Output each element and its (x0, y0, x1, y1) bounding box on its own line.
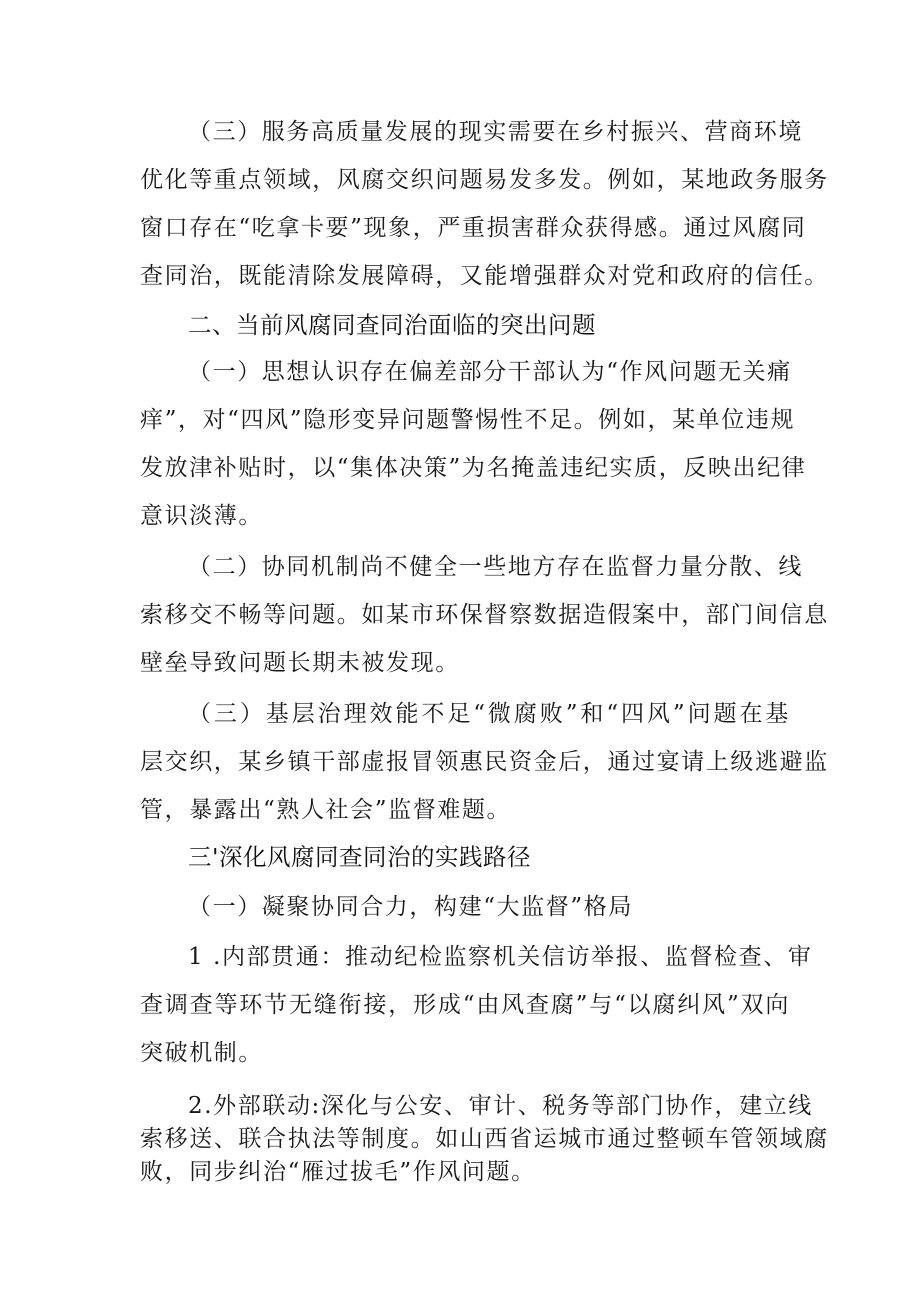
paragraph-line: （三）服务高质量发展的现实需要在乡村振兴、营商环境 (188, 119, 803, 145)
paragraph-line: 优化等重点领域，风腐交织问题易发多发。例如，某地政务服务 (140, 167, 829, 193)
paragraph-line: 痒”，对“四风”隐形变异问题警惕性不足。例如，某单位违规 (140, 407, 796, 433)
paragraph-line: 查同治，既能清除发展障碍，又能增强群众对党和政府的信任。 (140, 263, 829, 289)
paragraph-line: 意识淡薄。 (140, 503, 263, 529)
paragraph-line: 管，暴露出“熟人社会”监督难题。 (140, 797, 512, 823)
section-heading-3: 三'深化风腐同查同治的实践路径 (188, 843, 531, 871)
paragraph-line: 壁垒导致问题长期未被发现。 (140, 650, 460, 676)
section-heading-2: 二、当前风腐同查同治面临的突出问题 (188, 311, 596, 339)
paragraph-line: 索移交不畅等问题。如某市环保督察数据造假案中，部门间信息 (140, 602, 829, 628)
subsection-heading: （一）凝聚协同合力，构建“大监督”格局 (188, 894, 633, 920)
paragraph-line: 败，同步纠治“雁过拔毛”作风问题。 (140, 1159, 536, 1185)
paragraph-line: 索移送、联合执法等制度。如山西省运城市通过整顿车管领域腐 (140, 1126, 829, 1152)
paragraph-line: 突破机制。 (140, 1040, 263, 1066)
paragraph-line: 层交织，某乡镇干部虚报冒领惠民资金后，通过宴请上级逃避监 (140, 749, 829, 775)
paragraph-line: 1 .内部贯通：推动纪检监察机关信访举报、监督检查、审 (188, 944, 813, 970)
paragraph-line: 窗口存在“吃拿卡要”现象，严重损害群众获得感。通过风腐同 (140, 215, 807, 241)
paragraph-line: （一）思想认识存在偏差部分干部认为“作风问题无关痛 (188, 359, 792, 385)
paragraph-line: （三）基层治理效能不足“微腐败”和“四风”问题在基 (188, 701, 790, 727)
paragraph-line: （二）协同机制尚不健全一些地方存在监督力量分散、线 (188, 554, 803, 580)
paragraph-line: 查调查等环节无缝衔接，形成“由风查腐”与“以腐纠风”双向 (140, 992, 790, 1018)
paragraph-line: 发放津补贴时，以“集体决策”为名掩盖违纪实质，反映出纪律 (140, 455, 807, 481)
paragraph-line: 2.外部联动:深化与公安、审计、税务等部门协作，建立线 (188, 1093, 813, 1119)
